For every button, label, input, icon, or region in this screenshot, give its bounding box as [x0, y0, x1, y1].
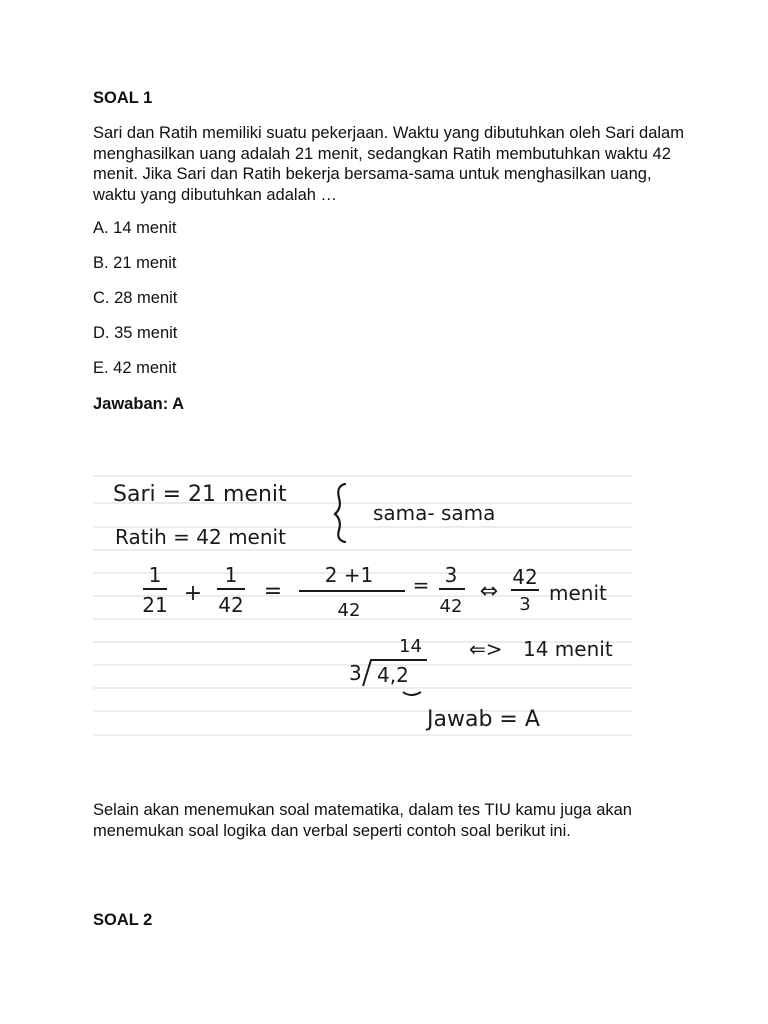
frac5-denominator: 3	[519, 594, 531, 615]
frac1-denominator: 21	[142, 593, 168, 617]
option-e: E. 42 menit	[93, 359, 177, 377]
equivalence-arrow: ⇔	[479, 579, 499, 604]
frac4-denominator: 42	[439, 596, 463, 617]
note-ratih: Ratih = 42 menit	[115, 525, 286, 549]
frac5-numerator: 42	[512, 565, 538, 589]
division-quotient: 14	[399, 636, 422, 657]
plus-sign: +	[183, 581, 203, 606]
ruled-lines	[93, 476, 632, 735]
equals-1: =	[263, 579, 283, 604]
soal-1-question: Sari dan Ratih memiliki suatu pekerjaan. Waktu yang dibutuhkan oleh Sari dalam menghasilkan uang adalah 21 menit, sedangkan Ratih membutuhkan waktu 42 menit. Jika Sari dan Ratih bekerja bersama-sama untuk menghasilkan uang, waktu yang dibutuhkan adalah …	[93, 124, 684, 204]
option-a: A. 14 menit	[93, 219, 177, 237]
frac3-numerator: 2 +1	[324, 563, 374, 587]
note-sari: Sari = 21 menit	[113, 482, 287, 507]
unit-menit: menit	[549, 581, 607, 605]
option-d: D. 35 menit	[93, 324, 178, 342]
option-b: B. 21 menit	[93, 254, 177, 272]
frac2-denominator: 42	[218, 593, 244, 617]
soal-1-heading: SOAL 1	[93, 89, 153, 107]
soal-2-heading: SOAL 2	[93, 911, 153, 929]
equals-2: =	[412, 573, 430, 597]
transition-paragraph: Selain akan menemukan soal matematika, dalam tes TIU kamu juga akan menemukan soal logika dan verbal seperti contoh soal berikut ini.	[93, 801, 632, 840]
frac3-denominator: 42	[337, 600, 361, 621]
double-arrow: ⇐>	[469, 637, 503, 661]
curly-brace	[335, 484, 345, 542]
frac2-numerator: 1	[224, 563, 238, 587]
division-divisor: 3	[349, 661, 362, 685]
dividend-underline	[403, 692, 421, 695]
answer-label: Jawaban: A	[93, 395, 185, 413]
option-c: C. 28 menit	[93, 289, 178, 307]
division-dividend: 4,2	[377, 663, 409, 687]
note-brace-label: sama- sama	[373, 501, 496, 525]
handwritten-solution-image	[93, 460, 632, 748]
result-menit: 14 menit	[523, 637, 613, 661]
frac4-numerator: 3	[444, 563, 458, 587]
frac1-numerator: 1	[148, 563, 162, 587]
handwritten-solution-svg	[93, 460, 632, 748]
final-answer: Jawab = A	[427, 707, 540, 732]
